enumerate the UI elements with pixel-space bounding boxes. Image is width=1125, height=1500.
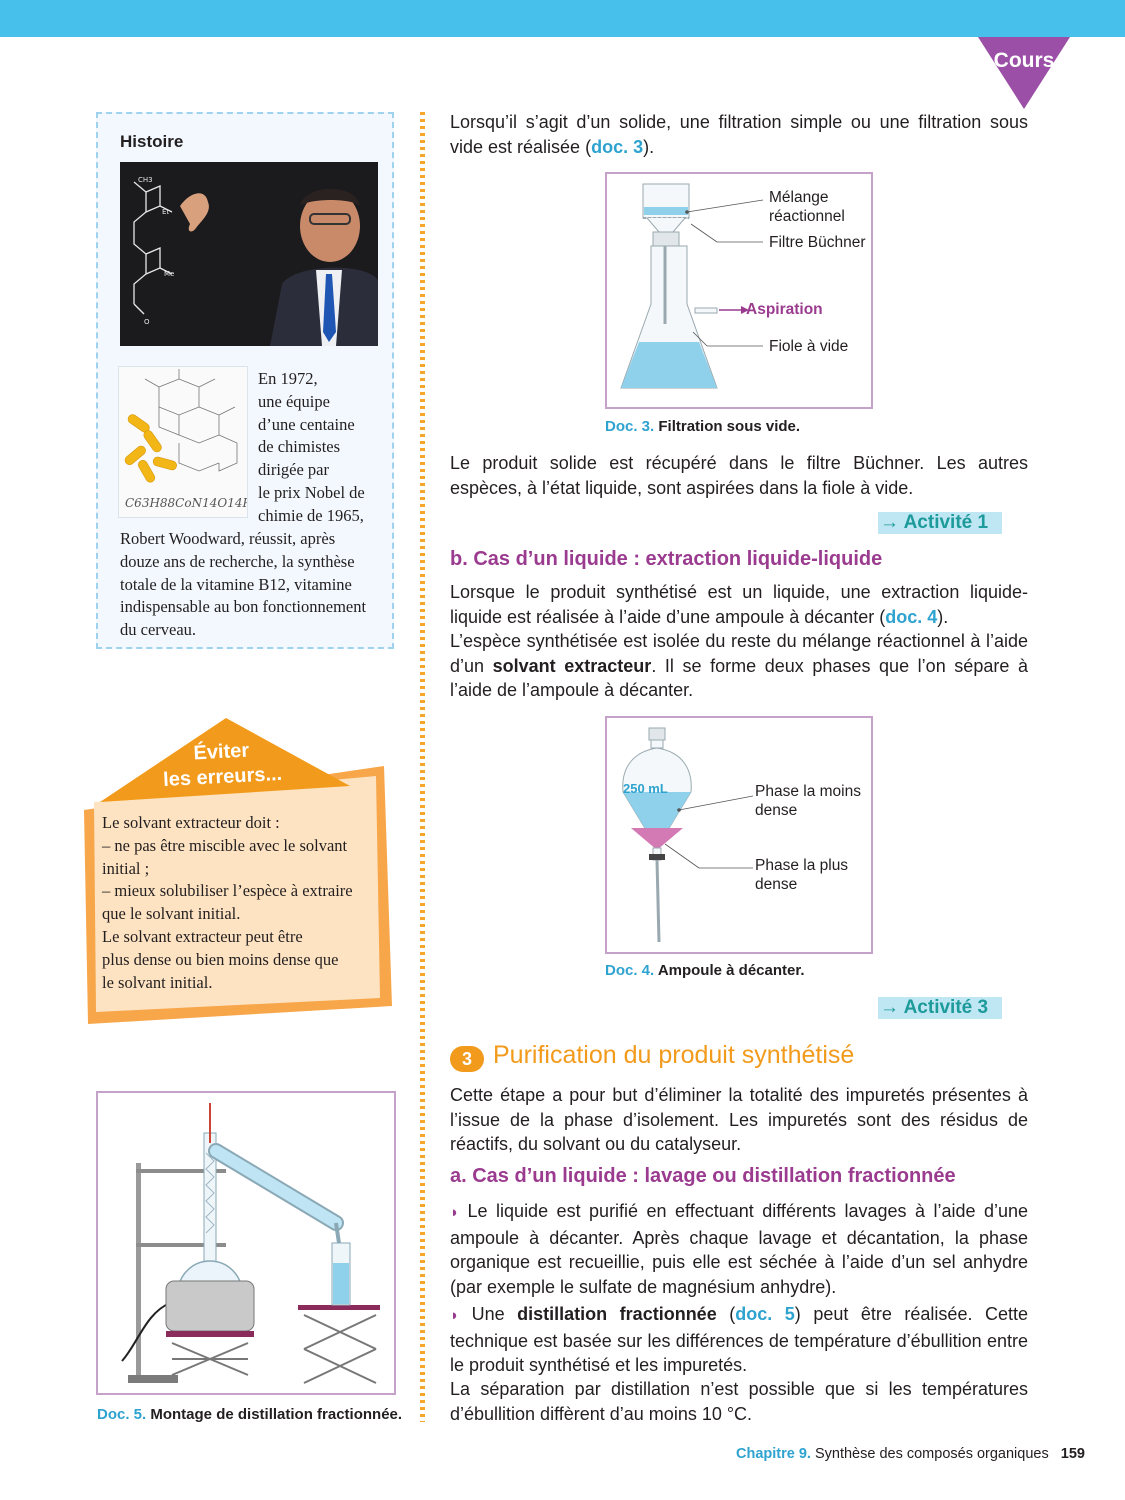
eviter-line: Le solvant extracteur peut être: [102, 926, 303, 946]
histoire-line: d’une centaine: [258, 414, 355, 434]
label-phase-moins-dense: [755, 782, 861, 820]
doc5-figure: [96, 1091, 396, 1395]
label-phase-plus-dense: [755, 856, 848, 894]
doc3-num: Doc. 3.: [605, 418, 655, 435]
b12-formula: C63H88CoN14O14P: [125, 496, 247, 510]
doc5-caption-text: Montage de distillation fractionnée.: [150, 1406, 403, 1423]
label-fiole: Fiole à vide: [769, 338, 849, 355]
histoire-line: une équipe: [258, 391, 330, 411]
histoire-box: [96, 112, 394, 649]
histoire-line: du cerveau.: [120, 620, 197, 640]
eviter-line: que le solvant initial.: [102, 904, 241, 924]
eviter-line: initial ;: [102, 858, 150, 878]
label-plus-line: dense: [755, 876, 798, 893]
histoire-line: totale de la vitamine B12, vitamine: [120, 574, 352, 594]
doc3-caption-text: Filtration sous vide.: [658, 418, 801, 435]
eviter-line: le solvant initial.: [102, 972, 213, 992]
doc3-figure: [605, 172, 873, 409]
b-paragraph-1: [450, 580, 1028, 629]
eviter-line: – ne pas être miscible avec le solvant: [102, 835, 348, 855]
eviter-erreurs-box: [80, 716, 392, 1026]
label-filtre-buchner: Filtre Büchner: [769, 234, 866, 251]
column-divider: [420, 112, 425, 1422]
doc5-ref[interactable]: doc. 5: [735, 1304, 795, 1324]
vitamin-b12-illustration: [118, 366, 248, 518]
label-aspiration: Aspiration: [746, 301, 823, 318]
doc5-num: Doc. 5.: [97, 1406, 147, 1423]
histoire-line: Robert Woodward, réussit, après: [120, 529, 336, 548]
doc3-caption: [605, 418, 800, 435]
doc4-ref[interactable]: doc. 4: [885, 606, 938, 627]
b-paragraph-2: [450, 629, 1028, 703]
doc5-caption: [97, 1406, 402, 1423]
solvant-extracteur-term: solvant extracteur: [492, 655, 652, 676]
bullet-icon: ◗: [450, 1307, 460, 1324]
label-plus-line: Phase la plus: [755, 857, 849, 874]
intro-text-end: ).: [643, 136, 655, 157]
subsection-b-title: b. Cas d’un liquide : extraction liquide-liquide: [450, 548, 883, 570]
footer-title: Synthèse des composés organiques: [814, 1446, 1049, 1462]
eviter-line: Le solvant extracteur doit :: [102, 813, 280, 832]
volume-label: 250 mL: [623, 781, 668, 796]
label-moins-line: Phase la moins: [755, 783, 861, 800]
a-paragraph-1: [450, 1199, 1028, 1299]
b-p2-text: L’espèce synthétisée est isolée du reste du mélange réactionnel à l’aide d’un: [450, 631, 1028, 676]
doc4-caption-text: Ampoule à décanter.: [657, 962, 805, 979]
page-footer: [736, 1446, 1085, 1462]
eviter-title-line: Éviter: [192, 739, 250, 765]
doc4-figure: [605, 716, 873, 954]
activite-3-link[interactable]: → Activité 3: [878, 997, 1002, 1019]
activite-1-link[interactable]: → Activité 1: [878, 512, 1002, 534]
histoire-line: indispensable au bon fonctionnement: [120, 597, 367, 617]
top-banner: [0, 0, 1125, 37]
a-paragraph-2: [450, 1302, 1028, 1378]
bullet-icon: ◗: [450, 1204, 460, 1221]
distillation-term: distillation fractionnée: [517, 1304, 717, 1324]
intro-paragraph: [450, 110, 1028, 159]
eviter-line: plus dense ou bien moins dense que: [102, 949, 339, 969]
b-p1-text: Lorsque le produit synthétisé est un liquide, une extraction liquide-liquide est réalisée à l’aide d’une ampoule à décanter (: [450, 582, 1028, 627]
intro-text: Lorsqu’il s’agit d’un solide, une filtration simple ou une filtration sous vide est réalisée (: [450, 112, 1028, 157]
eviter-line: – mieux solubiliser l’espèce à extraire: [102, 881, 353, 901]
label-melange: [769, 188, 845, 226]
svg-text:Me: Me: [164, 270, 175, 278]
eviter-text: [102, 812, 377, 994]
eviter-title-line: les erreurs...: [162, 762, 283, 792]
woodward-photo: [120, 162, 378, 346]
histoire-line: douze ans de recherche, la synthèse: [120, 551, 355, 571]
svg-text:Et: Et: [162, 208, 170, 216]
section-3-paragraph: Cette étape a pour but d’éliminer la totalité des impuretés présentes à l’issue de la phase d’isolement. Les impuretés sont des résidus de réactifs, du solvant ou du catalyseur.: [450, 1085, 1028, 1155]
eviter-title: [131, 735, 313, 794]
page-number: 159: [1060, 1446, 1085, 1462]
histoire-text-right: [258, 368, 388, 528]
section-3-title: Purification du produit synthétisé: [493, 1041, 855, 1069]
b-p2-end: . Il se forme deux phases que l’on sépare à l’aide de l’ampoule à décanter.: [450, 655, 1028, 701]
distillation-illustration: [98, 1093, 394, 1393]
histoire-line: le prix Nobel de: [258, 482, 365, 502]
a-paragraph-3: La séparation par distillation n’est possible que si les températures d’ébullition diffèrent d’au moins 10 °C.: [450, 1379, 1028, 1424]
ampoule-illustration: [607, 718, 871, 952]
histoire-title: Histoire: [120, 132, 184, 151]
doc4-caption: [605, 962, 805, 979]
histoire-line: chimie de 1965,: [258, 505, 364, 525]
footer-chapter: Chapitre 9.: [736, 1446, 811, 1462]
b-p1-end: ).: [937, 606, 949, 627]
section-3-number: 3: [450, 1046, 484, 1072]
histoire-text-full: [120, 528, 386, 642]
histoire-line: de chimistes: [258, 437, 341, 457]
a-p2-text: Une: [471, 1304, 518, 1324]
solid-paragraph: Le produit solide est récupéré dans le filtre Büchner. Les autres espèces, à l’état liquide, sont aspirées dans la fiole à vide.: [450, 453, 1028, 498]
cours-label: Cours: [993, 49, 1055, 72]
doc3-ref[interactable]: doc. 3: [591, 136, 644, 157]
histoire-line: En 1972,: [258, 369, 318, 388]
label-melange-line: Mélange: [769, 189, 829, 206]
histoire-line: dirigée par: [258, 460, 330, 480]
a-p2-paren: (: [716, 1304, 736, 1324]
svg-text:CH3: CH3: [138, 176, 153, 184]
a-p1-text: Le liquide est purifié en effectuant différents lavages à l’aide d’une ampoule à décanter. Après chaque lavage et décantation, la phase organique est recueillie, puis elle est séchée à l’aide d’un sel anhydre (par exemple le sulfate de magnésium anhydre).: [450, 1201, 1028, 1297]
label-moins-line: dense: [755, 802, 798, 819]
subsection-a-title: a. Cas d’un liquide : lavage ou distillation fractionnée: [450, 1165, 956, 1187]
label-melange-line: réactionnel: [769, 208, 845, 225]
svg-text:O: O: [144, 318, 150, 326]
doc4-num: Doc. 4.: [605, 962, 655, 979]
a-p2-end: ) peut être réalisée. Cette technique est basée sur les différences de température d’ébullition entre le produit synthétisé et les impuretés.: [450, 1304, 1029, 1376]
cours-tab: [978, 37, 1070, 109]
